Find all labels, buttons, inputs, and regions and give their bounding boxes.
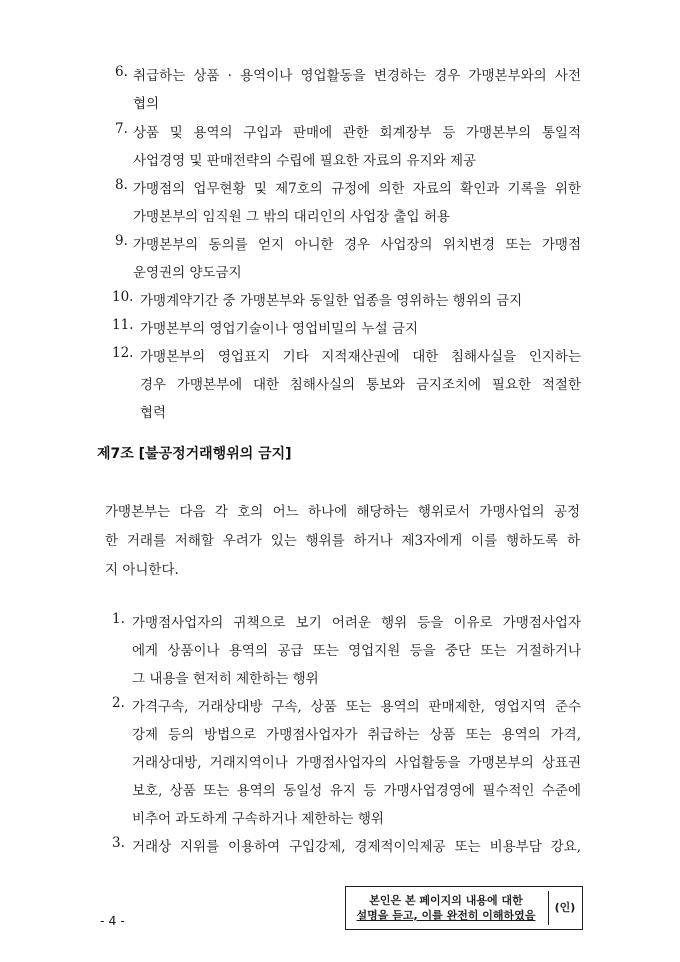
item-number: 11. [112,317,134,333]
item-text-line: 협의 [133,96,160,112]
section-heading: 제7조 [불공정거래행위의 금지] [97,446,292,462]
item-text-line: 가맹계약기간 중 가맹본부와 동일한 업종을 영위하는 행위의 금지 [140,293,523,309]
paragraph-line: 가맹본부는 다음 각 호의 어느 하나에 해당하는 행위로서 가맹사업의 공정 [105,504,580,520]
item-text-line: 보호, 상품 또는 용역의 동일성 유지 등 가맹사업경영에 필수적인 수준에 [132,783,581,799]
item-text-line: 가맹점의 업무현황 및 제7호의 규정에 의한 자료의 확인과 기록을 위한 [133,181,581,197]
seal-field[interactable] [548,891,579,925]
item-number: 2. [112,695,125,711]
confirmation-line: 설명을 듣고, 이를 완전히 이해하였음 [356,909,536,922]
page-number: - 4 - [100,913,125,928]
item-number: 12. [112,345,134,361]
item-text-line: 상품 및 용역의 구입과 판매에 관한 회계장부 등 가맹본부의 통일적 [133,125,581,141]
item-text-line: 그 내용을 현저히 제한하는 행위 [132,671,319,687]
item-text-line: 거래상 지위를 이용하여 구입강제, 경제적이익제공 또는 비용부담 강요, [132,839,581,855]
paragraph-line: 지 아니한다. [105,562,179,578]
item-text-line: 가맹본부의 영업표지 기타 지적재산권에 대한 침해사실을 인지하는 [140,349,581,365]
confirmation-text [352,893,540,923]
item-text-line: 협력 [140,405,167,421]
item-text-line: 사업경영 및 판매전략의 수립에 필요한 자료의 유지와 제공 [133,153,477,169]
item-text-line: 비추어 과도하게 구속하거나 제한하는 행위 [132,811,384,827]
item-text-line: 취급하는 상품 · 용역이나 영업활동을 변경하는 경우 가맹본부와의 사전 [133,68,581,84]
item-number: 9. [115,233,128,249]
confirmation-line: 본인은 본 페이지의 내용에 대한 [369,894,523,907]
item-text-line: 강제 등의 방법으로 가맹점사업자가 취급하는 상품 또는 용역의 가격, [132,727,581,743]
confirmation-box [345,886,583,930]
item-number: 1. [112,611,125,627]
item-text-line: 경우 가맹본부에 대한 침해사실의 통보와 금지조치에 필요한 적절한 [140,377,581,393]
item-number: 3. [112,835,125,851]
paragraph-line: 한 거래를 저해할 우려가 있는 행위를 하거나 제3자에게 이를 행하도록 하 [105,533,580,549]
item-text-line: 가맹본부의 영업기술이나 영업비밀의 누설 금지 [140,321,418,337]
item-number: 10. [112,289,134,305]
item-text-line: 운영권의 양도금지 [133,265,242,281]
item-text-line: 가격구속, 거래상대방 구속, 상품 또는 용역의 판매제한, 영업지역 준수 [132,699,581,715]
item-number: 7. [115,121,128,137]
item-number: 6. [115,64,128,80]
item-text-line: 거래상대방, 거래지역이나 가맹점사업자의 사업활동을 가맹본부의 상표권 [132,755,581,771]
item-text-line: 에게 상품이나 용역의 공급 또는 영업지원 등을 중단 또는 거절하거나 [132,643,581,659]
seal-label: (인) [554,901,576,914]
item-text-line: 가맹점사업자의 귀책으로 보기 어려운 행위 등을 이유로 가맹점사업자 [132,615,581,631]
item-text-line: 가맹본부의 동의를 얻지 아니한 경우 사업장의 위치변경 또는 가맹점 [133,237,581,253]
item-text-line: 가맹본부의 임직원 그 밖의 대리인의 사업장 출입 허용 [133,209,450,225]
item-number: 8. [115,177,128,193]
